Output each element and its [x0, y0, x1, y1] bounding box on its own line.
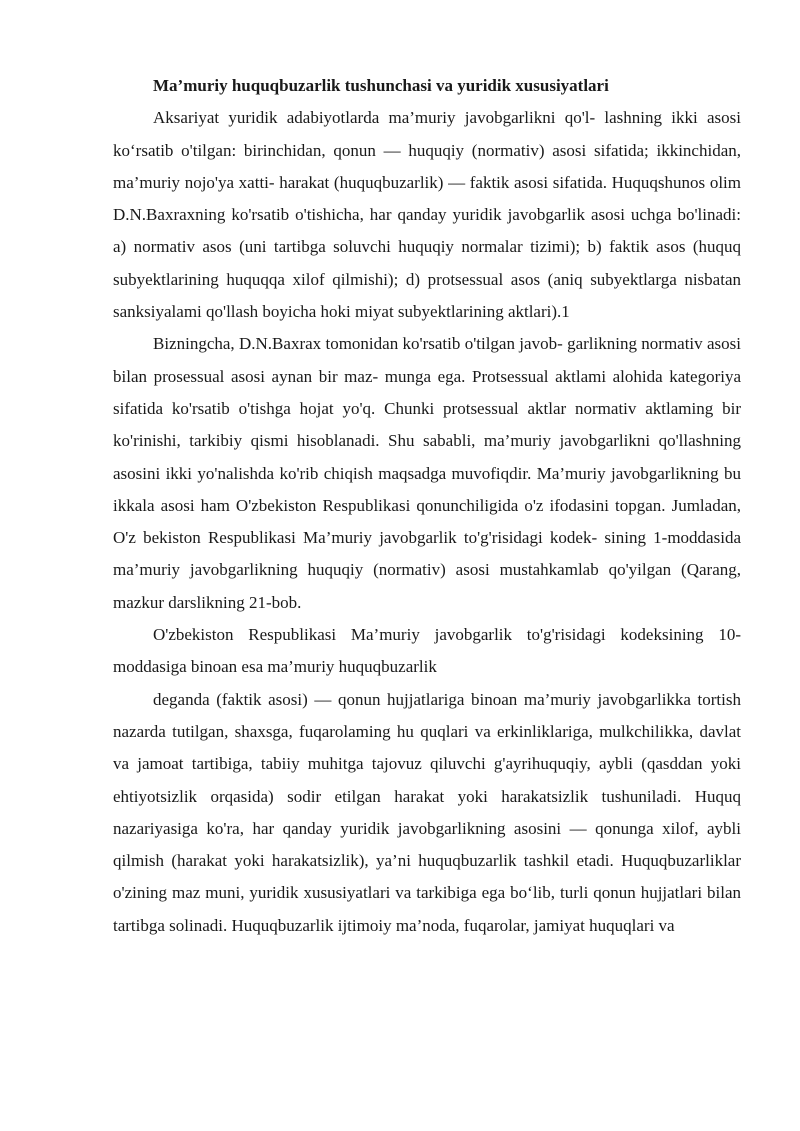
- paragraph-2: Bizningcha, D.N.Baxrax tomonidan ko'rsatib o'tilgan javob- garlikning normativ asosi bilan prosessual asosi aynan bir maz- munga ega. Protsessual aktlami alohida kategoriya sifatida ko'rsatib o'tishga hojat yo'q. Chunki protsessual aktlar normativ aktlaming bir ko'rinishi, tarkibiy qismi hisoblanadi. Shu sababli, ma’muriy javobgarlikni qo'llashning asosini ikki yo'nalishda ko'rib chiqish maqsadga muvofiqdir. Ma’muriy javobgarlikning bu ikkala asosi ham O'zbekiston Respublikasi qonunchiligida o'z ifodasini topgan. Jumladan, O'z bekiston Respublikasi Ma’muriy javobgarlik to'g'risidagi kodek- sining 1-moddasida ma’muriy javobgarlikning huquqiy (normativ) asosi mustahkamlab qo'yilgan (Qarang, mazkur darslikning 21-bob.: [113, 334, 741, 612]
- paragraph-1: Aksariyat yuridik adabiyotlarda ma’muriy javobgarlikni qo'l- lashning ikki asosi ko‘rsatib o'tilgan: birinchidan, qonun — huquqiy (normativ) asosi sifatida; ikkinchidan, ma’muriy nojo'ya xatti- harakat (huquqbuzarlik) — faktik asosi sifatida. Huquqshunos olim D.N.Baxraxning ko'rsatib o'tishicha, har qanday yuridik javobgarlik asosi uchga bo'linadi: a) normativ asos (uni tartibga soluvchi huquqiy normalar tizimi); b) faktik asos (huquq subyektlarining huquqqa xilof qilmishi); d) protsessual asos (aniq subyektlarga nisbatan sanksiyalami qo'llash boyicha hoki miyat subyektlarining aktlari).1: [113, 108, 741, 322]
- document-body: [113, 70, 741, 942]
- document-title: Ma’muriy huquqbuzarlik tushunchasi va yuridik xususiyatlari: [153, 76, 609, 95]
- paragraph-3: O'zbekiston Respublikasi Ma’muriy javobgarlik to'g'risidagi kodeksining 10-moddasiga binoan esa ma’muriy huquqbuzarlik: [113, 625, 741, 677]
- paragraph-4: deganda (faktik asosi) — qonun hujjatlariga binoan ma’muriy javobgarlikka tortish nazarda tutilgan, shaxsga, fuqarolaming hu quqlari va erkinliklariga, mulkchilikka, davlat va jamoat tartibiga, tabiiy muhitga tajovuz qiluvchi g'ayrihuquqiy, aybli (qasddan yoki ehtiyotsizlik orqasida) sodir etilgan harakat yoki harakatsizlik tushuniladi. Huquq nazariyasiga ko'ra, har qanday yuridik javobgarlikning asosini — qonunga xilof, aybli qilmish (harakat yoki harakatsizlik), ya’ni huquqbuzarlik tashkil etadi. Huquqbuzarliklar o'zining maz muni, yuridik xususiyatlari va tarkibiga ega bo‘lib, turli qonun hujjatlari bilan tartibga solinadi. Huquqbuzarlik ijtimoiy ma’noda, fuqarolar, jamiyat huquqlari va: [113, 689, 741, 935]
